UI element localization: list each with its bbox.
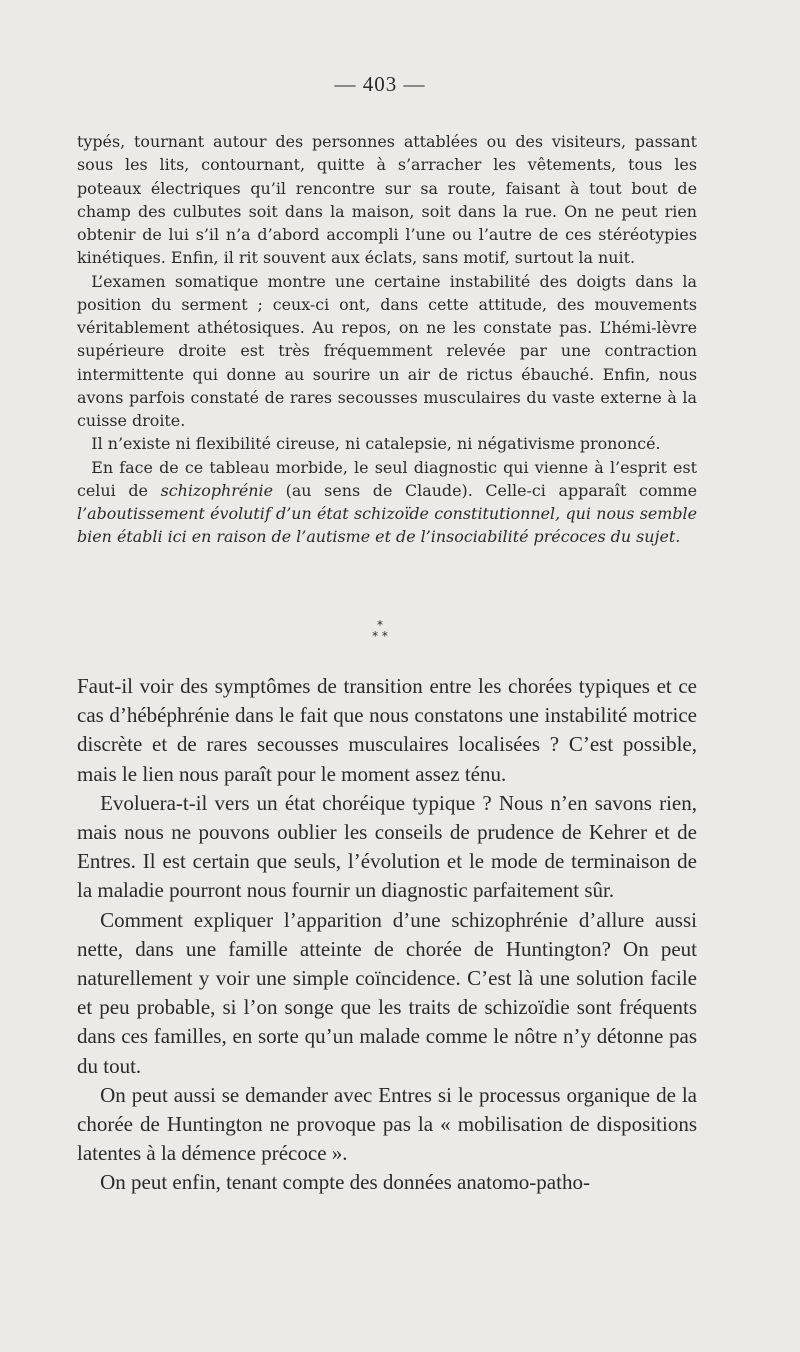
asterism-top: * — [377, 618, 383, 632]
diagnosis-text-c: (au sens de Claude). Celle-ci apparaît comme — [273, 480, 697, 500]
diagnosis-text-a: En face de ce tableau morbide, le seul diagnostic qui vienne à l’esprit est celui de — [77, 457, 697, 500]
diagnosis-emphasis: l’aboutissement évolutif d’un état schizoïde constitutionnel, qui nous semble bien établi ici en raison de l’autisme et de l’insociabilité précoces du sujet. — [77, 504, 697, 547]
paragraph-entres: On peut aussi se demander avec Entres si le processus organique de la chorée de Huntington ne provoque pas la « mobilisation de dispositions latentes à la démence précoce ». — [77, 1082, 697, 1166]
paragraph-transition-symptoms: Faut-il voir des symptômes de transition entre les chorées typiques et ce cas d’hébéphrénie dans le fait que nous constatons une instabilité motrice discrète et de rares secousses musculaires localisées ? C’est possible, mais le lien nous paraît pour le moment assez ténu. — [77, 674, 697, 786]
paragraph-final: On peut enfin, tenant compte des données anatomo-patho- — [100, 1170, 590, 1195]
discussion-section — [77, 672, 697, 1198]
paragraph-diagnosis — [77, 456, 697, 549]
paragraph-somatic-exam: L’examen somatique montre une certaine instabilité des doigts dans la position du serment ; ceux-ci ont, dans cette attitude, des mouvements véritablement athétosiques. Au repos, on ne les constate pas. L’hémi-lèvre supérieure droite est très fréquemment relevée par une contraction intermittente qui donne au sourire un air de rictus ébauché. Enfin, nous avons parfois constaté de rares secousses musculaires du vaste externe à la cuisse droite. — [77, 271, 697, 430]
diagnosis-term: schizophrénie — [160, 480, 273, 500]
paragraph-explanation: Comment expliquer l’apparition d’une schizophrénie d’allure aussi nette, dans une famille atteinte de chorée de Huntington? On peut naturellement y voir une simple coïncidence. C’est là une solution facile et peu probable, si l’on songe que les traits de schizoïdie sont fréquents dans ces familles, en sorte qu’un malade comme le nôtre n’y détonne pas du tout. — [77, 907, 697, 1078]
page-number: — 403 — — [334, 72, 426, 96]
asterism-bottom: * * — [372, 629, 388, 643]
paragraph-behavior: typés, tournant autour des personnes attablées ou des visiteurs, passant sous les lits, contournant, quitte à s’arracher les vêtements, tous les poteaux électriques qu’il rencontre sur sa route, faisant à tout bout de champ des culbutes soit dans la maison, soit dans la rue. On ne peut rien obtenir de lui s’il n’a d’abord accompli l’une ou l’autre de ces stéréotypies kinétiques. Enfin, il rit souvent aux éclats, sans motif, surtout la nuit. — [77, 132, 697, 268]
case-description-section — [77, 130, 697, 549]
paragraph-evolution: Evoluera-t-il vers un état choréique typique ? Nous n’en savons rien, mais nous ne pouvons oublier les conseils de prudence de Kehrer et de Entres. Il est certain que seuls, l’évolution et le mode de terminaison de la maladie pourront nous fournir un diagnostic parfaitement sûr. — [77, 790, 697, 903]
section-divider-asterism — [350, 620, 410, 642]
paragraph-no-catalepsy: Il n’existe ni flexibilité cireuse, ni catalepsie, ni négativisme prononcé. — [91, 434, 661, 454]
